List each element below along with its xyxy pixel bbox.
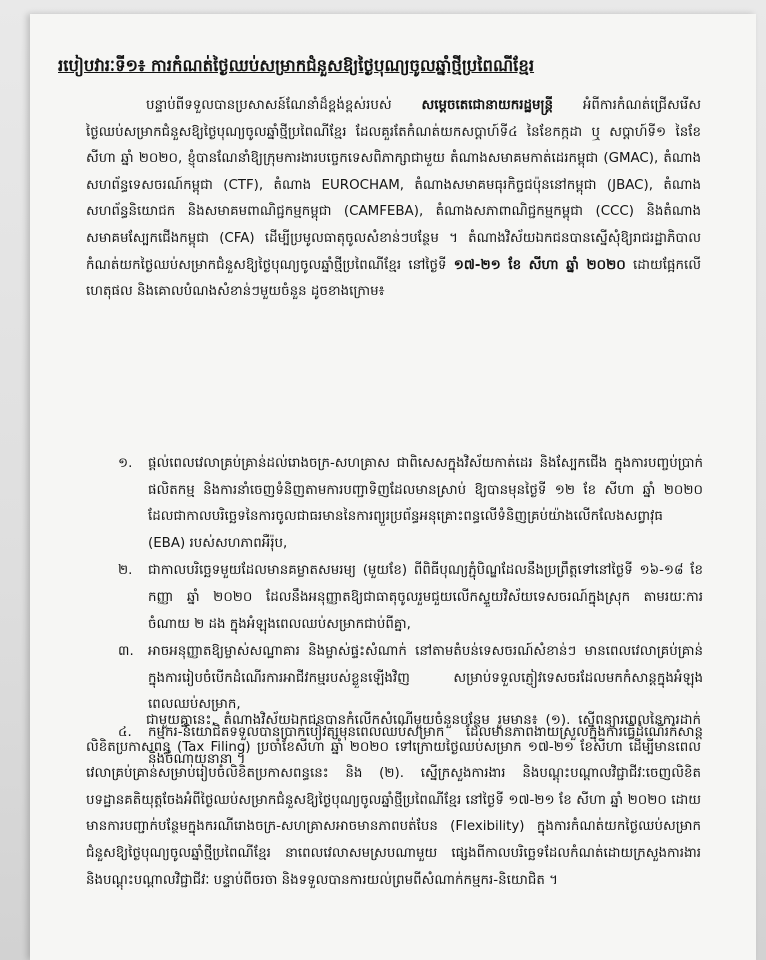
list-item-text: ជាកាលបរិច្ឆេទមួយដែលមានគម្លាតសមរម្យ (មួយខែ) ពីពិធីបុណ្យភ្ជុំបិណ្ឌដែលនឹងប្រព្រឹត្តទៅនៅថ្ងៃទី ១៦-១៨ ខែ កញ្ញា ឆ្នាំ ២០២០ ដែលនឹងអនុញ្ញាតឱ្យជាធាតុចូលរួមជួយលើកស្ទួយវិស័យទេសចរណ៍ក្នុងស្រុក តាមរយៈការចំណាយ ២ ដង ក្នុងអំឡុងពេលឈប់សម្រាកជាប់ពីគ្នា, xyxy=(148,563,703,632)
closing-text: ជាមួយគ្នានេះ, តំណាងវិស័យឯកជនបានកំលើកសំណើមួយចំនួនបន្ថែម រួមមាន៖ (១). ស្នើពន្យារពេលនៃការដាក់លិខិតប្រកាសពន្ធ (Tax Filing) ប្រចាំខែសីហា ឆ្នាំ ២០២០ ទៅក្រោយថ្ងៃឈប់សម្រាក ១៧-២១ ខែសីហា ដើម្បីមានពេលវេលាគ្រប់គ្រាន់សម្រាប់រៀបចំលិខិតប្រកាសពន្ធនេះ និង (២). ស្នើក្រសួងការងារ និងបណ្តុះបណ្តាលវិជ្ជាជីវៈចេញលិខិតបទដ្ឋានគតិយុត្តចែងអំពីថ្ងៃឈប់សម្រាកជំនួសឱ្យថ្ងៃបុណ្យចូលឆ្នាំថ្មីប្រពៃណីខ្មែរ នៅថ្ងៃទី ១៧-២១ ខែ សីហា ឆ្នាំ ២០២០ ដោយមានការបញ្ជាក់បន្ថែមក្នុងករណីរោងចក្រ-សហគ្រាសអាចមានភាពបត់បែន (Flexibility) ក្នុងការកំណត់យកថ្ងៃឈប់សម្រាកជំនួសឱ្យថ្ងៃបុណ្យចូលឆ្នាំថ្មីប្រពៃណីខ្មែរ នាពេលវេលាសមស្របណាមួយ ផ្សេងពីកាលបរិច្ឆេទដែលកំណត់ដោយក្រសួងការងារ និងបណ្តុះបណ្តាលវិជ្ជាជីវៈ បន្ទាប់ពីចរចា និងទទួលបានការយល់ព្រមពីសំណាក់កម្មករ-និយោជិត ។ xyxy=(86,713,701,888)
list-item-text: អាចអនុញ្ញាតឱ្យម្ចាស់សណ្ឋាគារ និងម្ចាស់ផ្ទះសំណាក់ នៅតាមតំបន់ទេសចរណ៍សំខាន់ៗ មានពេលវេលាគ្រប់គ្រាន់ ក្នុងការរៀបចំបើកដំណើរការអាជីវកម្មរបស់ខ្លួនឡើងវិញ សម្រាប់ទទួលភ្ញៀវទេសចរដែលមកកំសាន្តក្នុងអំឡុងពេលឈប់សម្រាក, xyxy=(148,644,703,713)
closing-paragraph xyxy=(86,708,701,948)
intro-text-2: អំពីការកំណត់ជ្រើសរើសថ្ងៃឈប់សម្រាកជំនួសឱ្យថ្ងៃបុណ្យចូលឆ្នាំថ្មីប្រពៃណីខ្មែរ ដែលគួរតែកំណត់យកសប្តាហ៍ទី៤ នៃខែកក្កដា ឬ សប្តាហ៍ទី១ នៃខែសីហា ឆ្នាំ ២០២០, ខ្ញុំបានណែនាំឱ្យក្រុមការងារបច្ចេកទេសពិភាក្សាជាមួយ តំណាងសមាគមកាត់ដេរកម្ពុជា (GMAC), តំណាងសហព័ន្ធទេសចរណ៍កម្ពុជា (CTF), តំណាង EUROCHAM, តំណាងសមាគមធុរកិច្ចជប៉ុននៅកម្ពុជា (JBAC), តំណាងសហព័ន្ធនិយោជក និងសមាគមពាណិជ្ជកម្មកម្ពុជា (CAMFEBA), តំណាងសភាពាណិជ្ជកម្មកម្ពុជា (CCC) និងតំណាងសមាគមស្បែកជើងកម្ពុជា (CFA) ដើម្បីប្រមូលធាតុចូលសំខាន់ៗបន្ថែម ។ តំណាងវិស័យឯកជនបានស្នើសុំឱ្យរាជរដ្ឋាភិបាលកំណត់យកថ្ងៃឈប់សម្រាកជំនួសឱ្យថ្ងៃបុណ្យចូលឆ្នាំថ្មីប្រពៃណីខ្មែរ នៅថ្ងៃទី xyxy=(86,98,701,273)
intro-text-1: បន្ទាប់ពីទទួលបានប្រសាសន៍ណែនាំដ៏ខ្ពង់ខ្ពស់របស់ xyxy=(146,98,392,113)
intro-text-3: ដោយផ្អែកលើហេតុផល និងគោលបំណងសំខាន់ៗមួយចំនួន ដូចខាងក្រោម៖ xyxy=(86,257,701,300)
prime-minister-title: សម្តេចតេជោនាយករដ្ឋមន្ត្រី xyxy=(421,98,553,113)
agenda-title: របៀបវារៈទី១៖ ការកំណត់ថ្ងៃឈប់សម្រាកជំនួសឱ្យថ្ងៃបុណ្យចូលឆ្នាំថ្មីប្រពៃណីខ្មែរ xyxy=(58,56,535,75)
list-item-text: កម្មករ-និយោជិតទទួលបានប្រាក់បៀវត្សមុនពេលឈប់សម្រាក ដែលមានភាពងាយស្រួលក្នុងការធ្វើដំណើរកំសាន្ត និងចំណាយនានា ។ xyxy=(148,724,703,767)
list-item xyxy=(118,451,703,557)
list-item-number: ១. xyxy=(118,456,133,471)
proposed-dates: ១៧-២១ ខែ សីហា ឆ្នាំ ២០២០ xyxy=(453,257,626,273)
intro-paragraph xyxy=(86,93,701,441)
list-item xyxy=(118,639,703,719)
list-item-number: ៣. xyxy=(118,644,134,660)
list-item-number: ២. xyxy=(118,563,133,579)
list-item xyxy=(118,558,703,638)
list-item-number: ៤. xyxy=(118,724,132,740)
list-item-text: ផ្តល់ពេលវេលាគ្រប់គ្រាន់ដល់រោងចក្រ-សហគ្រាស ជាពិសេសក្នុងវិស័យកាត់ដេរ និងស្បែកជើង ក្នុងការបញ្ចប់ប្រាក់ផលិតកម្ម និងការនាំចេញទំនិញតាមការបញ្ជាទិញដែលមានស្រាប់ ឱ្យបានមុនថ្ងៃទី ១២ ខែ សីហា ឆ្នាំ ២០២០ ដែលជាកាលបរិច្ឆេទនៃការចូលជាធរមាននៃការព្យួរប្រព័ន្ធអនុគ្រោះពន្ធលើទំនិញគ្រប់យ៉ាងលើកលែងសព្វាវុធ (EBA) របស់សហភាពអឺរ៉ុប, xyxy=(148,456,703,551)
